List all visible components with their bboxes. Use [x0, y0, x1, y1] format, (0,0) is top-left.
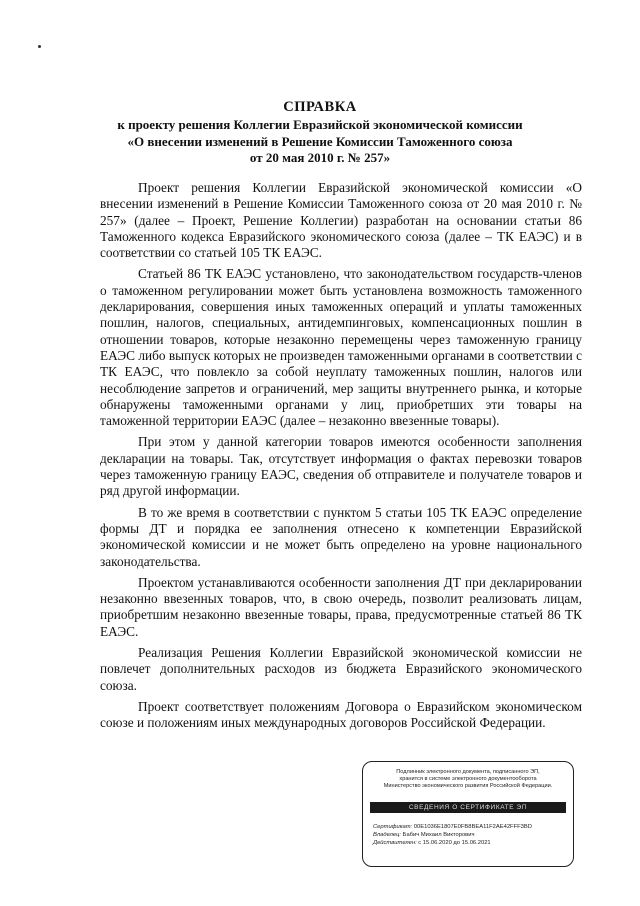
stamp-valid-value: с 15.06.2020 до 15.06.2021 — [418, 840, 491, 846]
stamp-cert-label: Сертификат: — [373, 824, 413, 830]
stamp-certificate-bar: СВЕДЕНИЯ О СЕРТИФИКАТЕ ЭП — [370, 802, 566, 813]
stamp-valid-label: Действителен: — [373, 840, 417, 846]
stamp-owner-row — [373, 831, 567, 839]
paragraph-1: Проект решения Коллегии Евразийской экономической комиссии «О внесении изменений в Решение Комиссии Таможенного союза от 20 мая 2010 г. № 257» (далее – Проект, Решение Коллегии) разработан на основании статьи 86 Таможенного кодекса Евразийского экономического союза (далее – ТК ЕАЭС) и в соответствии со статьей 105 ТК ЕАЭС. — [100, 180, 582, 261]
document-body — [100, 180, 582, 737]
stamp-header-line-1: Подлинник электронного документа, подписанного ЭП, — [396, 769, 540, 775]
paragraph-2: Статьей 86 ТК ЕАЭС установлено, что законодательством государств-членов о таможенном регулировании может быть установлена возможность таможенного декларирования, совершения иных таможенных операций и уплаты таможенных пошлин, налогов, специальных, антидемпинговых, компенсационных пошлин в отношении товаров, которые незаконно перемещены через таможенную границу ЕАЭС либо выпуск которых не произведен таможенными органами в соответствии с ТК ЕАЭС, что повлекло за собой неуплату таможенных пошлин, налогов или несоблюдение запретов и ограничений, мер защиты внутреннего рынка, и которые обнаружены таможенными органами у лиц, приобретших эти товары на таможенной территории ЕАЭС (далее – незаконно ввезенные товары). — [100, 266, 582, 429]
heading-block — [100, 98, 540, 167]
stamp-owner-label: Владелец: — [373, 832, 402, 838]
subtitle-line-2: «О внесении изменений в Решение Комиссии Таможенного союза — [127, 133, 513, 149]
scan-speck — [38, 45, 41, 48]
subtitle-line-1: к проекту решения Коллегии Евразийской экономической комиссии — [117, 117, 523, 132]
stamp-header-line-3: Министерство экономического развития Российской Федерации. — [383, 783, 553, 789]
stamp-header — [369, 769, 567, 790]
stamp-valid-row — [373, 839, 567, 847]
paragraph-3: При этом у данной категории товаров имеются особенности заполнения декларации на товары. Так, отсутствует информация о фактах перевозки товаров через таможенную границу ЕАЭС, сведения об отправителе и получателе товаров и ряд другой информации. — [100, 434, 582, 499]
stamp-fields — [373, 823, 567, 847]
e-signature-stamp — [362, 761, 574, 867]
document-title: СПРАВКА — [283, 99, 357, 115]
stamp-cert-value: 00E1036E1807E0FB8BEA11F2AE42FFF3BD — [413, 824, 532, 830]
paragraph-7: Проект соответствует положениям Договора о Евразийском экономическом союзе и положениям иных международных договоров Российской Федерации. — [100, 698, 582, 731]
stamp-owner-value: Бабич Михаил Викторович — [402, 832, 475, 838]
stamp-header-line-2: хранится в системе электронного документооборота — [399, 776, 537, 782]
paragraph-5: Проектом устанавливаются особенности заполнения ДТ при декларировании незаконно ввезенных товаров, что, в свою очередь, позволит реализовать лицам, приобретшим незаконно ввезенные товары, права, предусмотренные статьей 86 ТК ЕАЭС. — [100, 574, 582, 639]
paragraph-6: Реализация Решения Коллегии Евразийской экономической комиссии не повлечет дополнительных расходов из бюджета Евразийского экономического союза. — [100, 645, 582, 693]
stamp-cert-row — [373, 823, 567, 831]
subtitle-line-3: от 20 мая 2010 г. № 257» — [249, 150, 391, 165]
paragraph-4: В то же время в соответствии с пунктом 5 статьи 105 ТК ЕАЭС определение формы ДТ и порядка ее заполнения отнесено к компетенции Евразийской экономической комиссии и не может быть определено на уровне национального законодательства. — [100, 504, 582, 569]
